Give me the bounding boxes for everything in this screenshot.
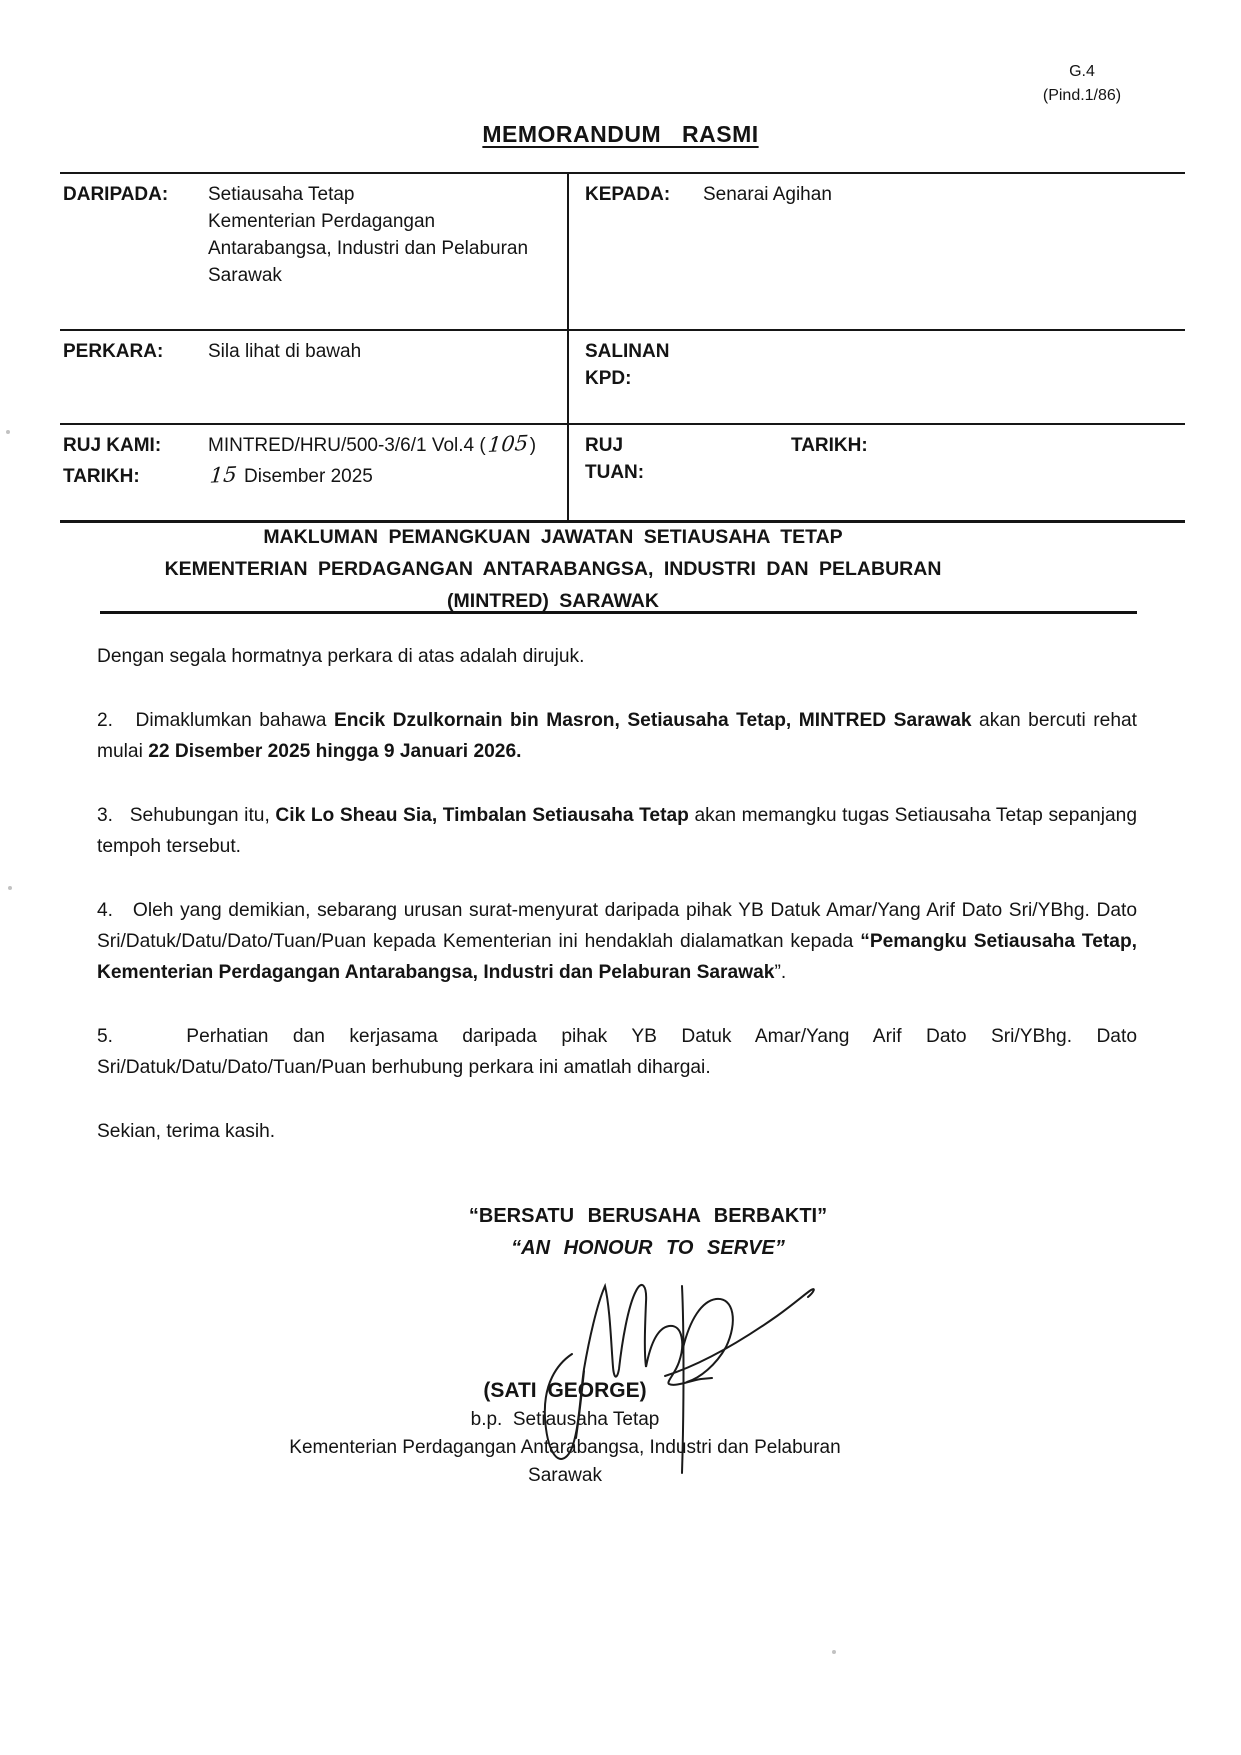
tarikh-label: TARIKH:: [63, 466, 140, 487]
paragraph-4: 4. Oleh yang demikian, sebarang urusan surat-menyurat daripada pihak YB Datuk Amar/Yang Arif Dato Sri/YBhg. Dato Sri/Datuk/Datu/Dato/Tuan/Puan kepada Kementerian ini hendaklah dialamatkan kepada “Pemangku Setiausaha Tetap, Kementerian Perdagangan Antarabangsa, Industri dan Pelaburan Sarawak”.: [97, 900, 1138, 983]
salinan-label: SALINAN KPD:: [585, 341, 670, 389]
handwritten-signature: [515, 1266, 830, 1486]
paragraph-2: 2. Dimaklumkan bahawa Encik Dzulkornain bin Masron, Setiausaha Tetap, MINTRED Sarawak akan bercuti rehat mulai 22 Disember 2025 hingga 9 Januari 2026.: [97, 710, 1137, 762]
perkara-value: Sila lihat di bawah: [208, 341, 362, 362]
scan-artifact-dot: [8, 886, 12, 890]
handwritten-ref-number: 105: [486, 430, 529, 458]
heading-rule: [100, 611, 1137, 614]
motto-line-2: “AN HONOUR TO SERVE”: [511, 1237, 785, 1259]
salinan-cell: [568, 330, 1185, 424]
signatory-org: Kementerian Perdagangan Antarabangsa, Industri dan Pelaburan: [289, 1437, 841, 1458]
motto: [55, 1200, 1241, 1264]
paragraph-intro: Dengan segala hormatnya perkara di atas adalah dirujuk.: [97, 646, 585, 667]
subject-heading: [97, 521, 1009, 617]
kepada-cell: [568, 173, 1185, 330]
paragraph-5: 5. Perhatian dan kerjasama daripada pihak YB Datuk Amar/Yang Arif Dato Sri/YBhg. Dato Sri/Datuk/Datu/Dato/Tuan/Puan berhubung perkara ini amatlah dihargai.: [97, 1026, 1137, 1078]
handwritten-day: 15: [208, 462, 238, 488]
daripada-label: DARIPADA:: [63, 184, 169, 205]
paragraph-closing: Sekian, terima kasih.: [97, 1121, 276, 1142]
memo-body: [97, 641, 1137, 1180]
kepada-label: KEPADA:: [585, 184, 671, 205]
ruj-kami-label: RUJ KAMI:: [63, 435, 162, 456]
scan-artifact-dot: [6, 430, 10, 434]
ruj-kami-cell: [60, 424, 568, 522]
ruj-tuan-label: RUJ TUAN:: [585, 435, 645, 483]
signatory-bp-line: b.p. Setiausaha Tetap: [470, 1409, 660, 1430]
motto-line-1: “BERSATU BERUSAHA BERBAKTI”: [468, 1205, 828, 1227]
kepada-value: Senarai Agihan: [703, 184, 832, 205]
memo-title: MEMORANDUM RASMI: [482, 121, 759, 147]
signatory-org-location: Sarawak: [528, 1465, 602, 1486]
subject-line-1: MAKLUMAN PEMANGKUAN JAWATAN SETIAUSAHA TETAP: [263, 526, 843, 548]
form-code: G.4: [1069, 63, 1095, 80]
ruj-tuan-cell: [568, 424, 1185, 522]
perkara-cell: [60, 330, 568, 424]
daripada-cell: [60, 173, 568, 330]
signatory-name: (SATI GEORGE): [483, 1379, 647, 1402]
ruj-kami-value: MINTRED/HRU/500-3/6/1 Vol.4 (105): [208, 430, 537, 458]
form-code-block: [1012, 60, 1152, 108]
subject-line-3: (MINTRED) SARAWAK: [447, 590, 659, 612]
scan-artifact-dot: [832, 1650, 836, 1654]
tarikh-value: 15 Disember 2025: [208, 462, 373, 488]
form-revision: (Pind.1/86): [1042, 87, 1122, 104]
daripada-value: Setiausaha Tetap Kementerian Perdagangan Antarabangsa, Industri dan Pelaburan Sarawak: [208, 184, 529, 286]
perkara-label: PERKARA:: [63, 341, 164, 362]
meta-table: [60, 172, 1185, 523]
paragraph-3: 3. Sehubungan itu, Cik Lo Sheau Sia, Timbalan Setiausaha Tetap akan memangku tugas Setiausaha Tetap sepanjang tempoh tersebut.: [97, 805, 1137, 857]
subject-line-2: KEMENTERIAN PERDAGANGAN ANTARABANGSA, INDUSTRI DAN PELABURAN: [164, 558, 942, 580]
tarikh-tuan-label: TARIKH:: [791, 435, 868, 456]
